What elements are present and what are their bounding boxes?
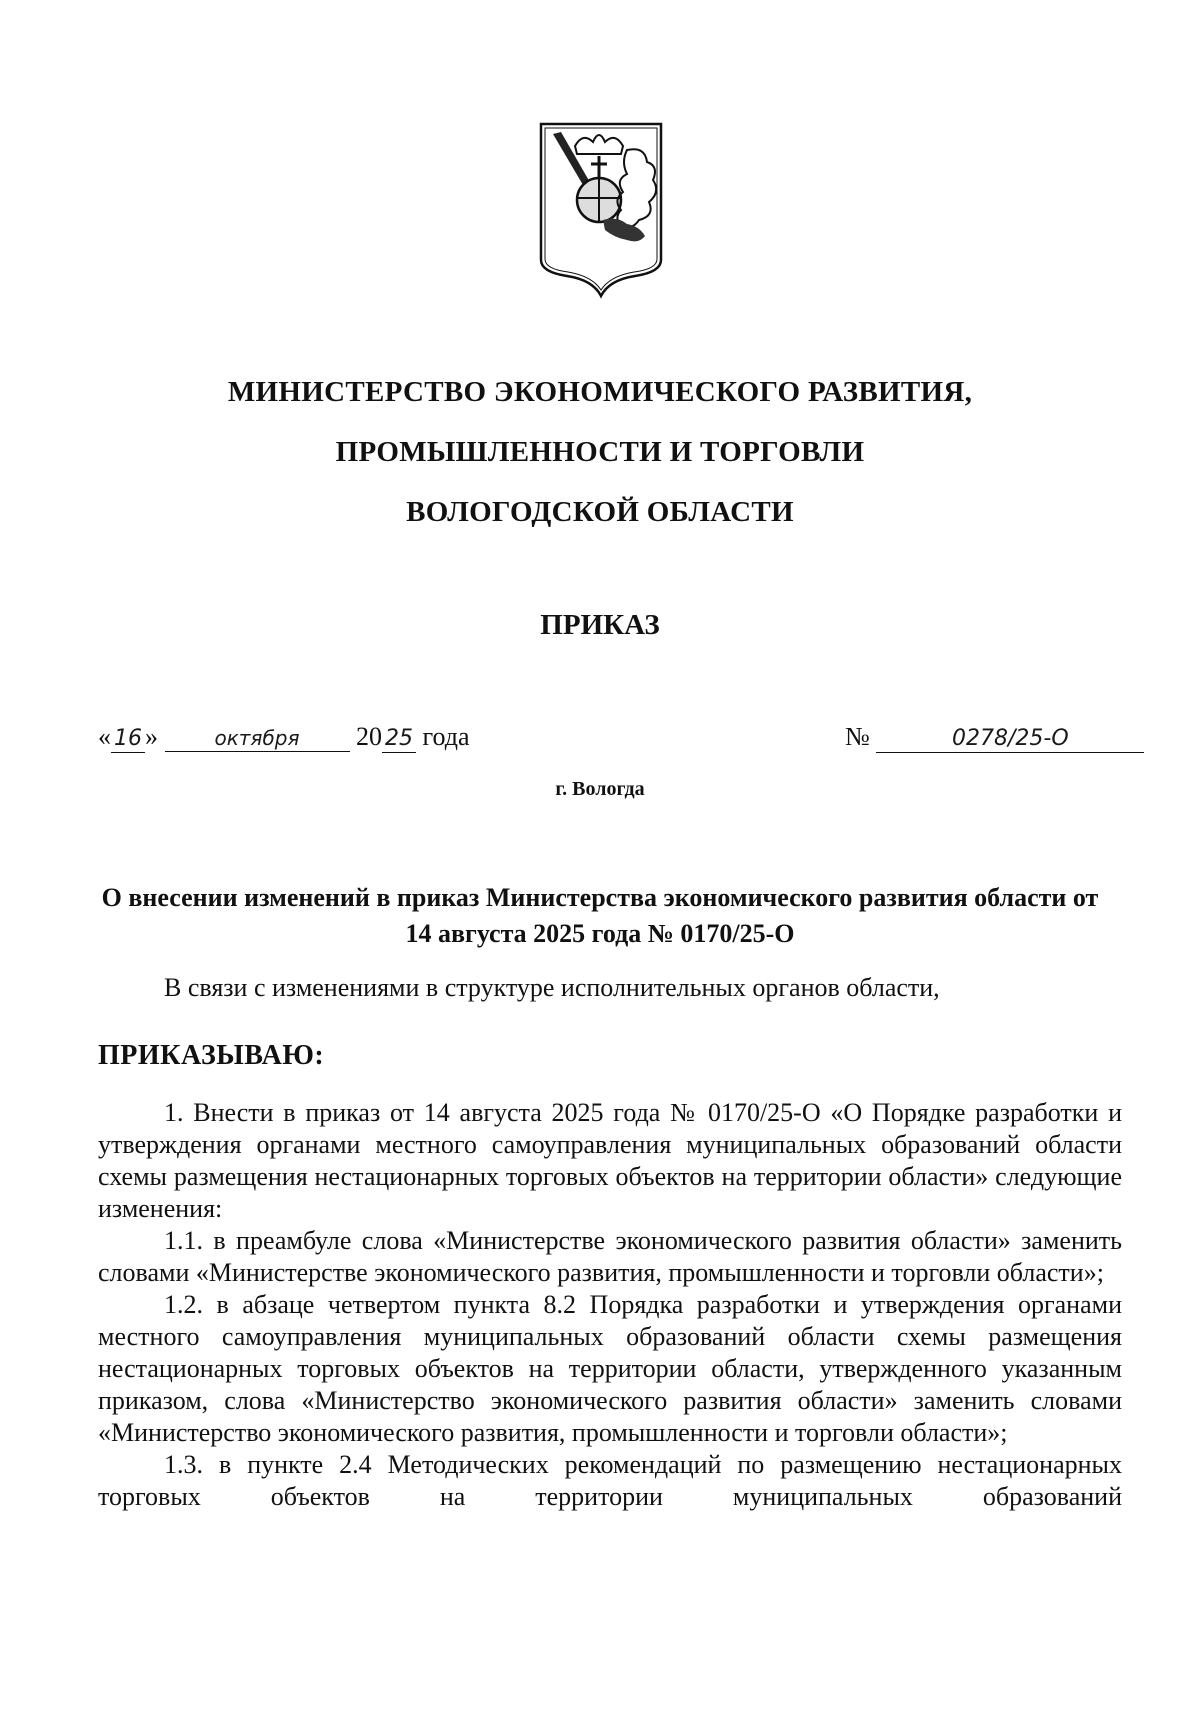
order-number bbox=[845, 722, 1144, 753]
order-date bbox=[98, 722, 470, 753]
date-open-quote: « bbox=[98, 722, 111, 751]
ministry-name-line-3: ВОЛОГОДСКОЙ ОБЛАСТИ bbox=[406, 496, 794, 528]
order-item-1-3: 1.3. в пункте 2.4 Методических рекомендаций по размещению нестационарных торговых объектов на территории муниципальных образований bbox=[98, 1450, 1122, 1511]
order-item-1-1: 1.1. в преамбуле слова «Министерстве экономического развития области» заменить словами «Министерстве экономического развития, промышленности и торговли области»; bbox=[98, 1226, 1122, 1287]
handwritten-year: 25 bbox=[382, 726, 416, 753]
order-items bbox=[98, 1097, 1122, 1513]
order-item-1: 1. Внести в приказ от 14 августа 2025 года № 0170/25-О «О Порядке разработки и утверждения органами местного самоуправления муниципальных образований области схемы размещения нестационарных торговых объектов на территории области» следующие изменения: bbox=[98, 1098, 1122, 1223]
handwritten-month: октября bbox=[165, 725, 350, 752]
year-prefix: 20 bbox=[356, 722, 382, 751]
coat-of-arms-icon bbox=[535, 120, 667, 300]
order-item-1-2: 1.2. в абзаце четвертом пункта 8.2 Порядка разработки и утверждения органами местного самоуправления муниципальных образований области схемы размещения нестационарных торговых объектов на территории области, утвержденного указанным приказом, слова «Министерство экономического развития области» заменить словами «Министерство экономического развития, промышленности и торговли области»; bbox=[98, 1290, 1122, 1447]
document-type: ПРИКАЗ bbox=[540, 609, 660, 641]
preamble: В связи с изменениями в структуре исполнительных органов области, bbox=[164, 973, 940, 1002]
date-close-quote: » bbox=[145, 722, 158, 751]
order-word: ПРИКАЗЫВАЮ: bbox=[98, 1040, 325, 1071]
order-subject: О внесении изменений в приказ Министерства экономического развития области от 14 августа 2025 года № 0170/25-О bbox=[101, 883, 1099, 948]
year-word: года bbox=[422, 722, 470, 751]
city: г. Вологда bbox=[555, 778, 645, 800]
handwritten-number: 0278/25-О bbox=[876, 726, 1144, 753]
ministry-name-line-1: МИНИСТЕРСТВО ЭКОНОМИЧЕСКОГО РАЗВИТИЯ, bbox=[227, 376, 973, 408]
ministry-name-line-2: ПРОМЫШЛЕННОСТИ И ТОРГОВЛИ bbox=[335, 436, 865, 468]
number-sign: № bbox=[845, 722, 870, 751]
handwritten-day: 16 bbox=[111, 726, 145, 753]
